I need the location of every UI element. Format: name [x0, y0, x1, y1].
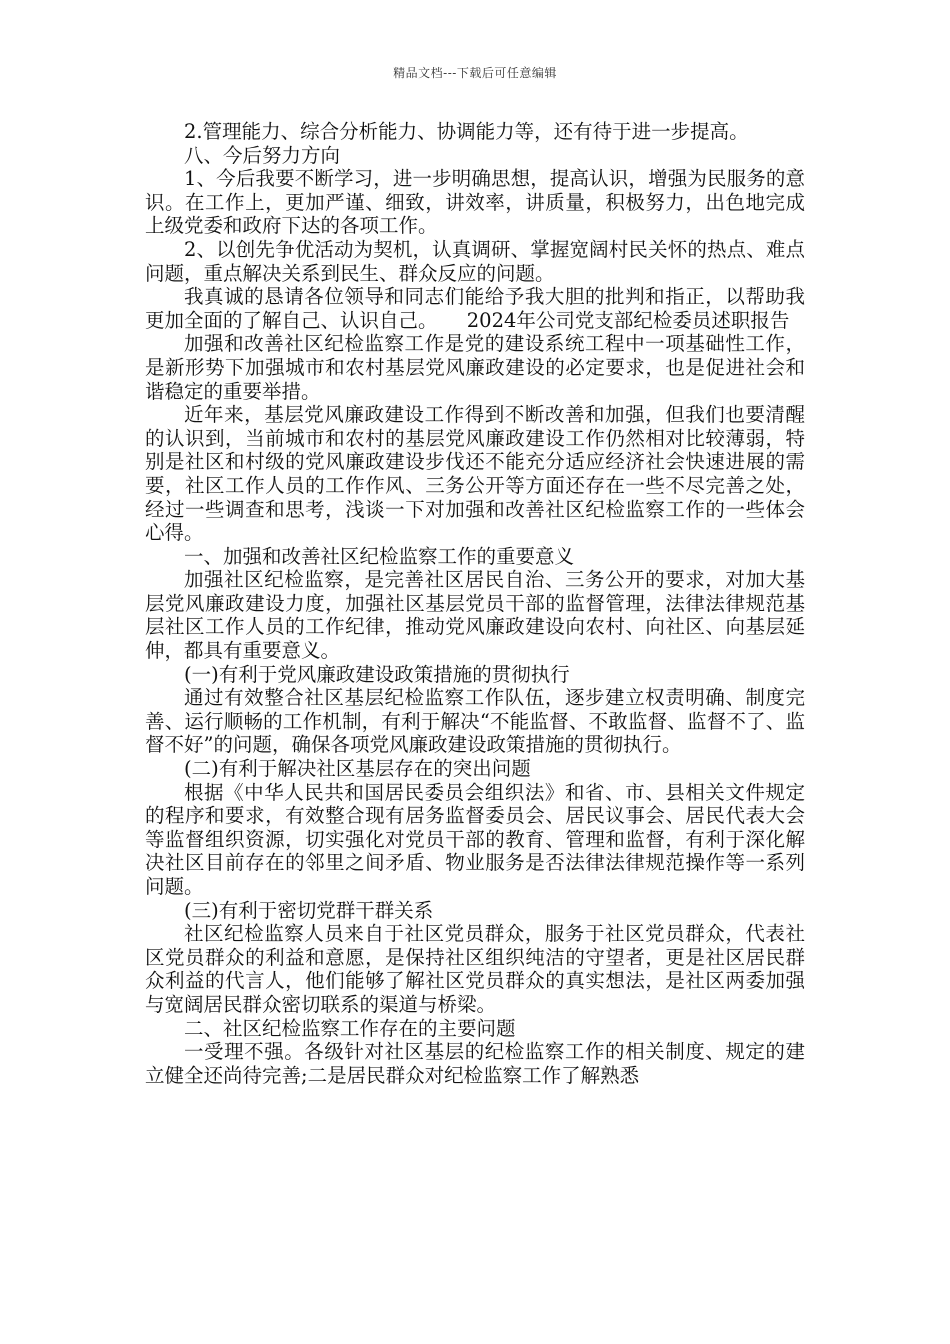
- paragraph: 2.管理能力、综合分析能力、协调能力等，还有待于进一步提高。: [184, 120, 749, 143]
- section-heading: 二、社区纪检监察工作存在的主要问题: [184, 1016, 516, 1040]
- subsection-heading: (二)有利于解决社区基层存在的突出问题: [184, 757, 531, 781]
- subsection-heading: (一)有利于党风廉政建设政策措施的贯彻执行: [184, 662, 570, 686]
- paragraph: 2、以创先争优活动为契机，认真调研、掌握宽阔村民关怀的热点、难点问题，重点解决关系到民生、群众反应的问题。: [145, 237, 805, 285]
- paragraph: 我真诚的恳请各位领导和同志们能给予我大胆的批判和指正，以帮助我更加全面的了解自己、认识自己。 2024年公司党支部纪检委员述职报告: [145, 285, 805, 332]
- document-body: [145, 120, 805, 1087]
- paragraph: 社区纪检监察人员来自于社区党员群众，服务于社区党员群众，代表社区党员群众的利益和意愿，是保持社区组织纯洁的守望者，更是社区居民群众利益的代言人，他们能够了解社区党员群众的真实想法，是社区两委加强与宽阔居民群众密切联系的渠道与桥梁。: [145, 922, 805, 1016]
- paragraph: 一受理不强。各级针对社区基层的纪检监察工作的相关制度、规定的建立健全还尚待完善;二是居民群众对纪检监察工作了解熟悉: [145, 1040, 805, 1087]
- paragraph: 1、今后我要不断学习，进一步明确思想，提高认识，增强为民服务的意识。在工作上，更加严谨、细致，讲效率，讲质量，积极努力，出色地完成上级党委和政府下达的各项工作。: [145, 167, 805, 238]
- section-heading: 八、今后努力方向: [184, 143, 341, 167]
- paragraph: 根据《中华人民共和国居民委员会组织法》和省、市、县相关文件规定的程序和要求，有效整合现有居务监督委员会、居民议事会、居民代表大会等监督组织资源，切实强化对党员干部的教育、管理和监督，有利于深化解决社区目前存在的邻里之间矛盾、物业服务是否法律法律规范操作等一系列问题。: [145, 780, 805, 898]
- paragraph: 通过有效整合社区基层纪检监察工作队伍，逐步建立权责明确、制度完善、运行顺畅的工作机制，有利于解决“不能监督、不敢监督、监督不了、监督不好”的问题，确保各项党风廉政建设政策措施的贯彻执行。: [145, 686, 805, 757]
- paragraph: 加强社区纪检监察，是完善社区居民自治、三务公开的要求，对加大基层党风廉政建设力度，加强社区基层党员干部的监督管理，法律法律规范基层社区工作人员的工作纪律，推动党风廉政建设向农村、向社区、向基层延伸，都具有重要意义。: [145, 568, 805, 663]
- paragraph: 近年来，基层党风廉政建设工作得到不断改善和加强，但我们也要清醒的认识到，当前城市和农村的基层党风廉政建设工作仍然相对比较薄弱，特别是社区和村级的党风廉政建设步伐还不能充分适应经济社会快速进展的需要，社区工作人员的工作作风、三务公开等方面还存在一些不尽完善之处，经过一些调查和思考，浅谈一下对加强和改善社区纪检监察工作的一些体会心得。: [145, 403, 805, 545]
- section-heading: 一、加强和改善社区纪检监察工作的重要意义: [184, 544, 575, 568]
- paragraph: 加强和改善社区纪检监察工作是党的建设系统工程中一项基础性工作，是新形势下加强城市和农村基层党风廉政建设的必定要求，也是促进社会和谐稳定的重要举措。: [145, 332, 805, 403]
- page-header: 精品文档---下载后可任意编辑: [393, 66, 557, 80]
- subsection-heading: (三)有利于密切党群干群关系: [184, 898, 434, 922]
